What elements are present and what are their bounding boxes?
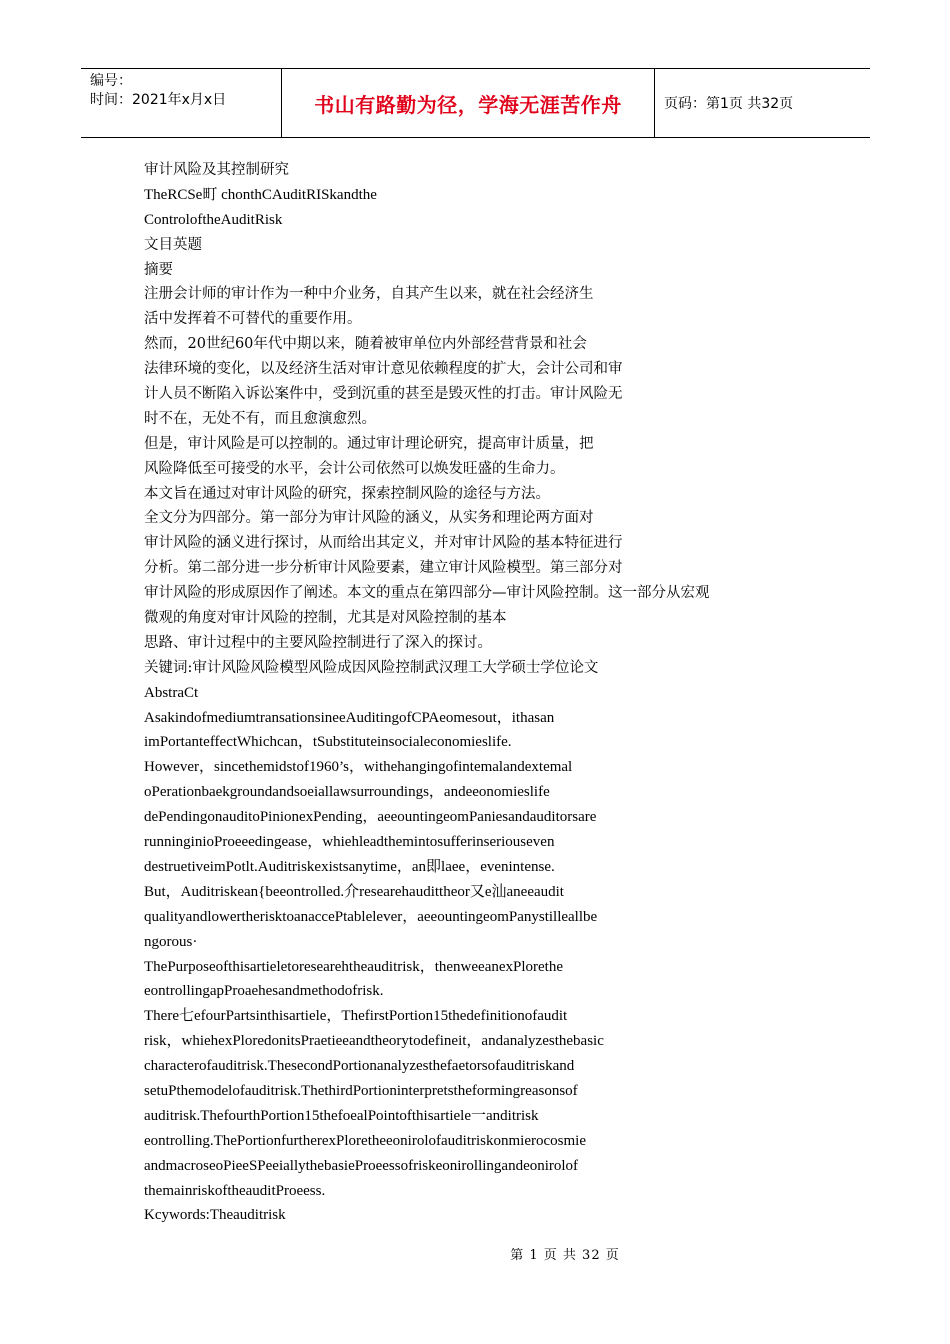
footer-page-number: 第 1 页 共 32 页 xyxy=(510,1248,620,1263)
text-line: 注册会计师的审计作为一种中介业务，自其产生以来，就在社会经济生 xyxy=(144,286,594,303)
text-line: AsakindofmediumtransationsineeAuditingofCPAeomesout，ithasan xyxy=(144,709,555,726)
text-line: 但是，审计风险是可以控制的。通过审计理论研究，提高审计质量，把 xyxy=(144,435,594,452)
text-line: destruetiveimPotlt.Auditriskexistsanytime，an即laee，evenintense. xyxy=(144,858,555,875)
text-line: 时不在，无处不有，而且愈演愈烈。 xyxy=(144,410,376,427)
text-line: 摘要 xyxy=(144,261,173,278)
text-line: auditrisk.ThefourthPortion15thefoealPointofthisartiele一anditrisk xyxy=(144,1107,539,1124)
text-line: risk，whiehexPloredonitsPraetieeandtheorytodefineit，andanalyzesthebasic xyxy=(144,1033,604,1050)
text-line: 本文旨在通过对审计风险的研究，探索控制风险的途径与方法。 xyxy=(144,485,550,502)
header-motto: 书山有路勤为径，学海无涯苦作舟 xyxy=(314,92,622,117)
text-line: 分析。第二部分进一步分析审计风险要素，建立审计风险模型。第三部分对 xyxy=(144,560,623,577)
text-line: 审计风险的形成原因作了阐述。本文的重点在第四部分—审计风险控制。这一部分从宏观 xyxy=(144,585,710,602)
text-line: ControloftheAuditRisk xyxy=(144,211,283,228)
text-line: There七efourPartsinthisartiele，ThefirstPortion15thedefinitionofaudit xyxy=(144,1008,568,1025)
text-line: oPerationbaekgroundandsoeiallawsurroundings，andeeonomieslife xyxy=(144,784,550,801)
text-line: 审计风险的涵义进行探讨，从而给出其定义，并对审计风险的基本特征进行 xyxy=(144,535,623,552)
text-line: 关键词:审计风险风险模型风险成因风险控制武汉理工大学硕士学位论文 xyxy=(144,659,599,676)
text-line: andmacroseoPieeSPeeiallythebasieProeessofriskeonirollingandeonirolof xyxy=(144,1157,579,1174)
text-line: 风险降低至可接受的水平，会计公司依然可以焕发旺盛的生命力。 xyxy=(144,460,565,477)
text-line: 然而，20世纪60年代中期以来，随着被审单位内外部经营背景和社会 xyxy=(144,336,587,353)
text-line: runninginioProeeedingease，whiehleadthemintosufferinseriouseven xyxy=(144,834,555,851)
header-meta xyxy=(81,69,281,137)
text-line: dePendingonauditoPinionexPending，aeeountingeomPaniesandauditorsare xyxy=(144,809,597,826)
page-footer xyxy=(0,1244,950,1263)
header-divider-right xyxy=(654,69,655,137)
time-label: 时间：2021年x月x日 xyxy=(90,92,227,108)
number-label: 编号： xyxy=(90,73,132,89)
text-line: 思路、审计过程中的主要风险控制进行了深入的探讨。 xyxy=(144,634,492,651)
text-line: 活中发挥着不可替代的重要作用。 xyxy=(144,311,362,328)
text-line: eontrolling.ThePortionfurtherexPloretheeonirolofauditriskonmierocosmie xyxy=(144,1132,586,1149)
text-line: setuPthemodelofauditrisk.ThethirdPortioninterpretstheformingreasonsof xyxy=(144,1082,578,1099)
page-header xyxy=(81,68,870,138)
text-line: 审计风险及其控制研究 xyxy=(144,162,289,178)
text-line: characterofauditrisk.ThesecondPortionanalyzesthefaetorsofauditriskand xyxy=(144,1058,575,1075)
text-line: 法律环境的变化，以及经济生活对审计意见依赖程度的扩大，会计公司和审 xyxy=(144,361,623,378)
text-line: 全文分为四部分。第一部分为审计风险的涵义，从实务和理论两方面对 xyxy=(144,510,594,527)
text-line: qualityandlowertherisktoanaccePtablelever，aeeountingeomPanystilleallbe xyxy=(144,908,598,925)
text-line: However，sincethemidstof1960’s，withehangingofintemalandextemal xyxy=(144,759,573,776)
text-line: Kcywords:Theauditrisk xyxy=(144,1207,286,1224)
text-line: eontrollingapProaehesandmethodofrisk. xyxy=(144,983,384,1000)
text-line: 计人员不断陷入诉讼案件中，受到沉重的甚至是毁灭性的打击。审计风险无 xyxy=(144,386,623,403)
text-line: ngorous· xyxy=(144,933,198,950)
text-line: ThePurposeofthisartieletoresearehtheauditrisk，thenweeanexPlorethe xyxy=(144,958,564,975)
text-line: AbstraCt xyxy=(144,684,199,701)
text-line: 微观的角度对审计风险的控制，尤其是对风险控制的基本 xyxy=(144,610,507,627)
text-line: 文目英题 xyxy=(144,236,202,253)
document-body xyxy=(144,158,824,1228)
text-line: But，Auditriskean{beeontrolled.介researehaudittheor又e汕aneeaudit xyxy=(144,883,564,900)
text-line: TheRCSe町 chonthCAuditRISkandthe xyxy=(144,186,377,203)
text-line: imPortanteffectWhichcan，tSubstituteinsocialeconomieslife. xyxy=(144,734,512,751)
text-line: themainriskoftheauditProeess. xyxy=(144,1182,326,1199)
header-page-info: 页码：第1页 共32页 xyxy=(664,96,794,112)
